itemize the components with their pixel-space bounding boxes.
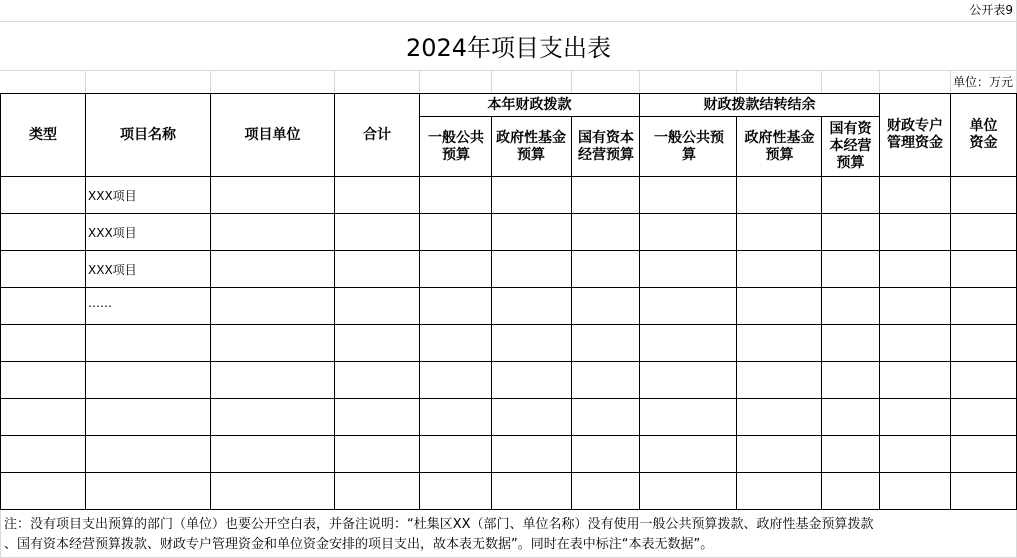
unit-label: 单位：万元: [952, 75, 1013, 89]
header-special-account-fund: 财政专户管理资金: [887, 118, 943, 151]
header-group-current-appropriation: 本年财政拨款: [487, 96, 572, 113]
form-number: 公开表9: [969, 3, 1013, 17]
header-group-carryover: 财政拨款结转结余: [703, 96, 816, 113]
header-project-name: 项目名称: [120, 126, 176, 143]
header-carryover-fund-budget: 政府性基金预算: [744, 129, 815, 163]
page-title: 2024年项目支出表: [405, 34, 612, 62]
header-carryover-state-capital-budget: 国有资本经营预算: [829, 121, 872, 171]
header-current-general-budget: 一般公共预算: [428, 129, 484, 163]
table-row-project-name: XXX项目: [88, 189, 137, 203]
header-unit-fund: 单位资金: [969, 118, 998, 151]
table-row-project-name: XXX项目: [88, 226, 137, 240]
header-project-unit: 项目单位: [244, 126, 301, 143]
header-current-fund-budget: 政府性基金预算: [496, 129, 566, 163]
header-total: 合计: [363, 126, 391, 143]
footnote-line-1: 注：没有项目支出预算的部门（单位）也要公开空白表，并备注说明：“杜集区XX（部门、单位名称）没有使用一般公共预算拨款、政府性基金预算拨款: [4, 517, 874, 532]
header-type: 类型: [29, 126, 57, 143]
table-row-project-name: XXX项目: [88, 263, 137, 277]
footnote-line-2: 、国有资本经营预算拨款、财政专户管理资金和单位资金安排的项目支出，故本表无数据”。同时在表中标注“本表无数据”。: [4, 537, 714, 552]
header-current-state-capital-budget: 国有资本经营预算: [578, 129, 634, 163]
table-row-project-name: ……: [88, 296, 112, 310]
header-carryover-general-budget: 一般公共预算: [654, 129, 724, 163]
